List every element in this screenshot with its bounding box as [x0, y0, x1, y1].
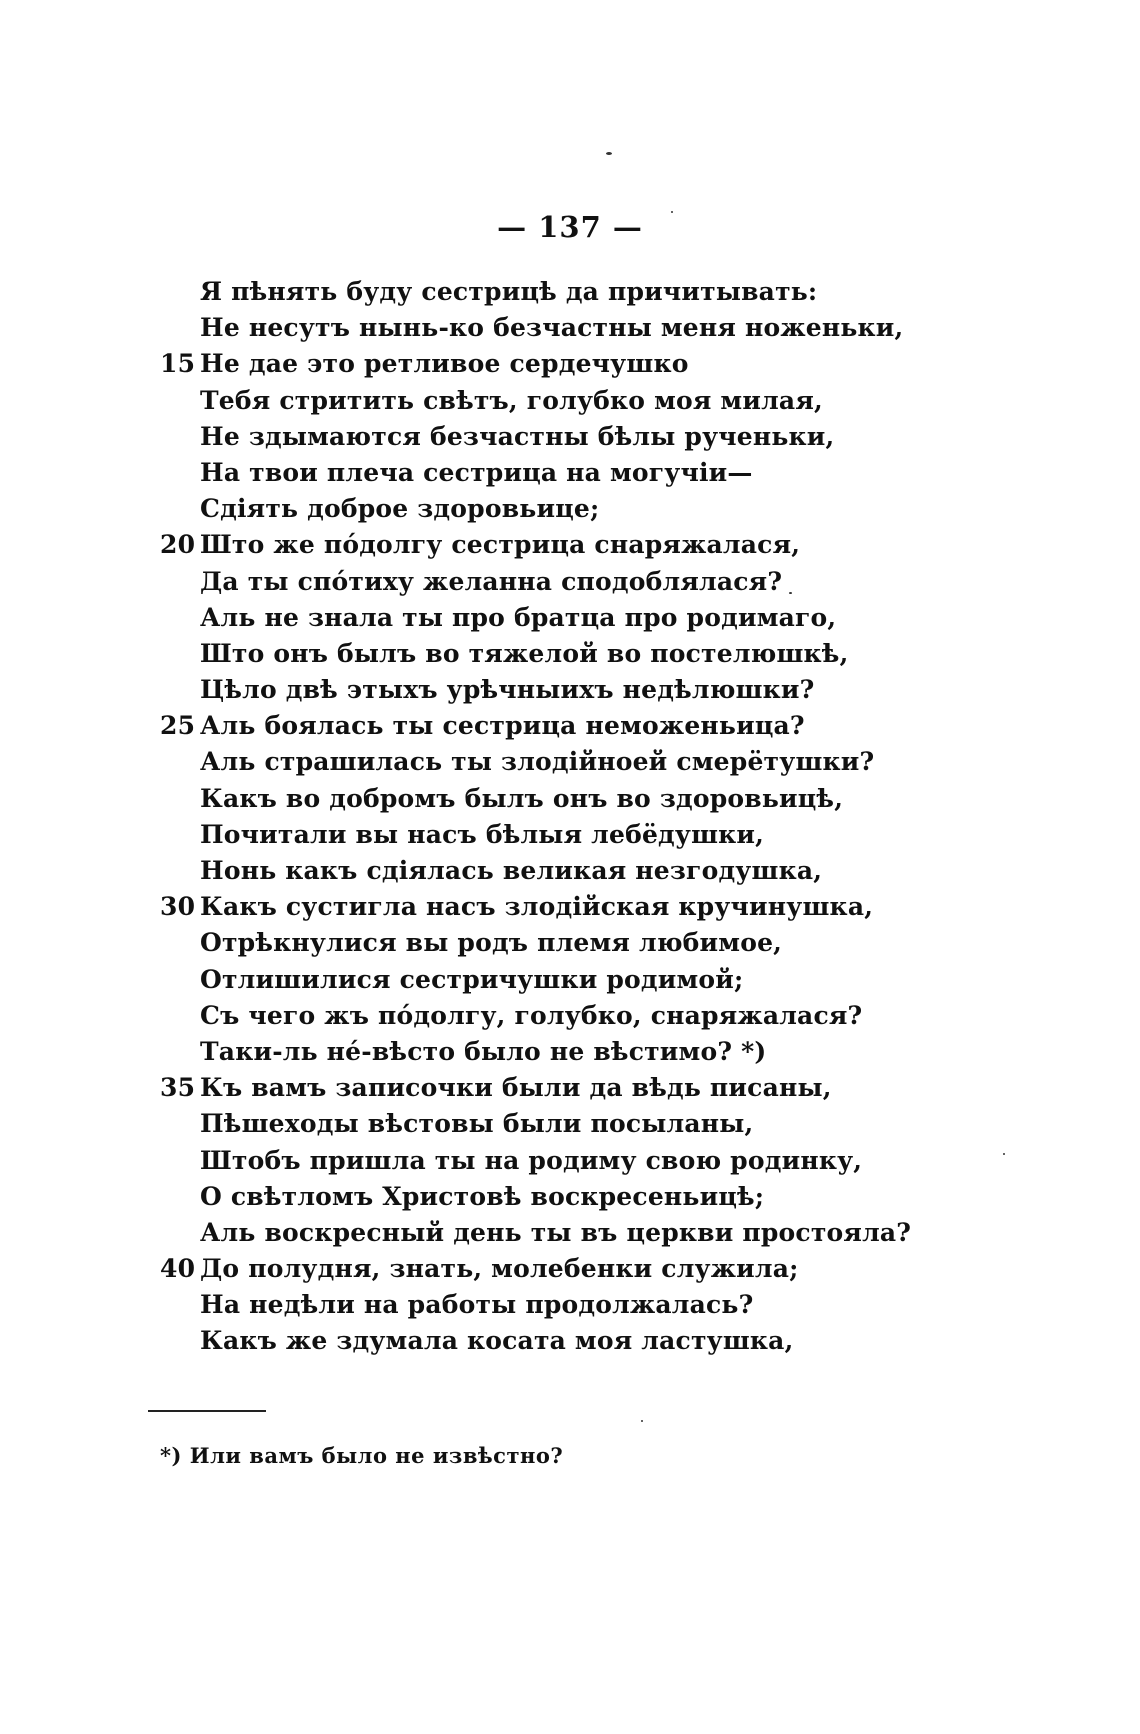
line-number: 40: [160, 1254, 196, 1284]
line-text: Таки-ль нé-вѣсто было не вѣстимо? *): [200, 1036, 767, 1066]
scan-speck: [1003, 1153, 1005, 1155]
verse-line: [150, 491, 1050, 527]
line-text: Не несутъ нынь-ко безчастны меня ноженьки,: [200, 313, 904, 343]
verse-line: [150, 527, 1050, 563]
line-text: Я пѣнять буду сестрицѣ да причитывать:: [200, 277, 818, 306]
verse-line: [150, 346, 1050, 382]
line-number: 35: [160, 1073, 196, 1103]
verse-line: [150, 744, 1050, 780]
verse-line: [150, 925, 1050, 961]
line-text: До полудня, знать, молебенки служила;: [200, 1254, 799, 1284]
verse-line: [150, 708, 1050, 744]
verse-line: [150, 310, 1050, 346]
verse-line: [150, 817, 1050, 853]
verse-line: [150, 781, 1050, 817]
line-text: На недѣли на работы продолжалась?: [200, 1290, 754, 1320]
line-text: Цѣло двѣ этыхъ урѣчныихъ недѣлюшки?: [200, 675, 815, 705]
line-text: Сдіять доброе здоровьице;: [200, 494, 600, 524]
line-text: Аль боялась ты сестрица неможеньица?: [200, 711, 805, 741]
line-text: О свѣтломъ Христовѣ воскресеньицѣ;: [200, 1181, 765, 1211]
line-number: 15: [160, 349, 196, 379]
line-text: Да ты спóтиху желанна сподоблялася?: [200, 566, 783, 596]
verse-line: [150, 1179, 1050, 1215]
line-text: Што же пóдолгу сестрица снаряжалася,: [200, 530, 801, 560]
line-text: Штобъ пришла ты на родиму свою родинку,: [200, 1145, 863, 1175]
line-text: Почитали вы насъ бѣлыя лебёдушки,: [200, 819, 765, 849]
verse-line: [150, 419, 1050, 455]
verse-line: [150, 1034, 1050, 1070]
footnote-separator: [148, 1410, 266, 1412]
page-number: — 137 —: [497, 210, 643, 244]
line-number: 20: [160, 530, 196, 560]
line-text: Къ вамъ записочки были да вѣдь писаны,: [200, 1073, 832, 1103]
verse-line: [150, 274, 1050, 310]
poem-body: [150, 274, 1050, 1360]
scan-speck: [671, 211, 673, 213]
scan-speck: [641, 1420, 643, 1422]
line-text: Какъ во добромъ былъ онъ во здоровьицѣ,: [200, 783, 844, 813]
line-text: Пѣшеходы вѣстовы были посыланы,: [200, 1109, 754, 1139]
verse-line: [150, 1323, 1050, 1359]
line-text: Не дае это ретливое сердечушко: [200, 349, 689, 379]
verse-line: [150, 636, 1050, 672]
line-number: 30: [160, 892, 196, 922]
line-text: На твои плеча сестрица на могучіи—: [200, 457, 753, 487]
verse-line: [150, 455, 1050, 491]
line-text: Какъ же здумала косата моя ластушка,: [200, 1326, 794, 1356]
line-text: Съ чего жъ пóдолгу, голубко, снаряжалася?: [200, 1000, 863, 1030]
verse-line: [150, 889, 1050, 925]
verse-line: [150, 1287, 1050, 1323]
footnote: *) Или вамъ было не извѣстно?: [160, 1443, 564, 1468]
scan-speck: [606, 152, 612, 155]
line-text: Не здымаются безчастны бѣлы рученьки,: [200, 421, 835, 451]
verse-line: [150, 600, 1050, 636]
line-text: Отрѣкнулися вы родъ племя любимое,: [200, 928, 783, 958]
verse-line: [150, 962, 1050, 998]
verse-line: [150, 1070, 1050, 1106]
verse-line: [150, 998, 1050, 1034]
verse-line: [150, 1106, 1050, 1142]
line-text: Аль страшилась ты злодійноей смерётушки?: [200, 747, 875, 777]
verse-line: [150, 564, 1050, 600]
scan-speck: [789, 592, 792, 594]
verse-line: [150, 1143, 1050, 1179]
line-text: Аль не знала ты про братца про родимаго,: [200, 602, 837, 632]
line-number: 25: [160, 711, 196, 741]
line-text: Аль воскресный день ты въ церкви простояла?: [200, 1217, 912, 1247]
verse-line: [150, 672, 1050, 708]
line-text: Тебя стритить свѣтъ, голубко моя милая,: [200, 385, 823, 415]
verse-line: [150, 383, 1050, 419]
line-text: Што онъ былъ во тяжелой во постелюшкѣ,: [200, 638, 849, 668]
line-text: Какъ сустигла насъ злодійская кручинушка,: [200, 892, 874, 922]
verse-line: [150, 1251, 1050, 1287]
line-text: Нонь какъ сдіялась великая незгодушка,: [200, 856, 823, 885]
line-text: Отлишилися сестричушки родимой;: [200, 964, 744, 994]
verse-line: [150, 853, 1050, 889]
verse-line: [150, 1215, 1050, 1251]
